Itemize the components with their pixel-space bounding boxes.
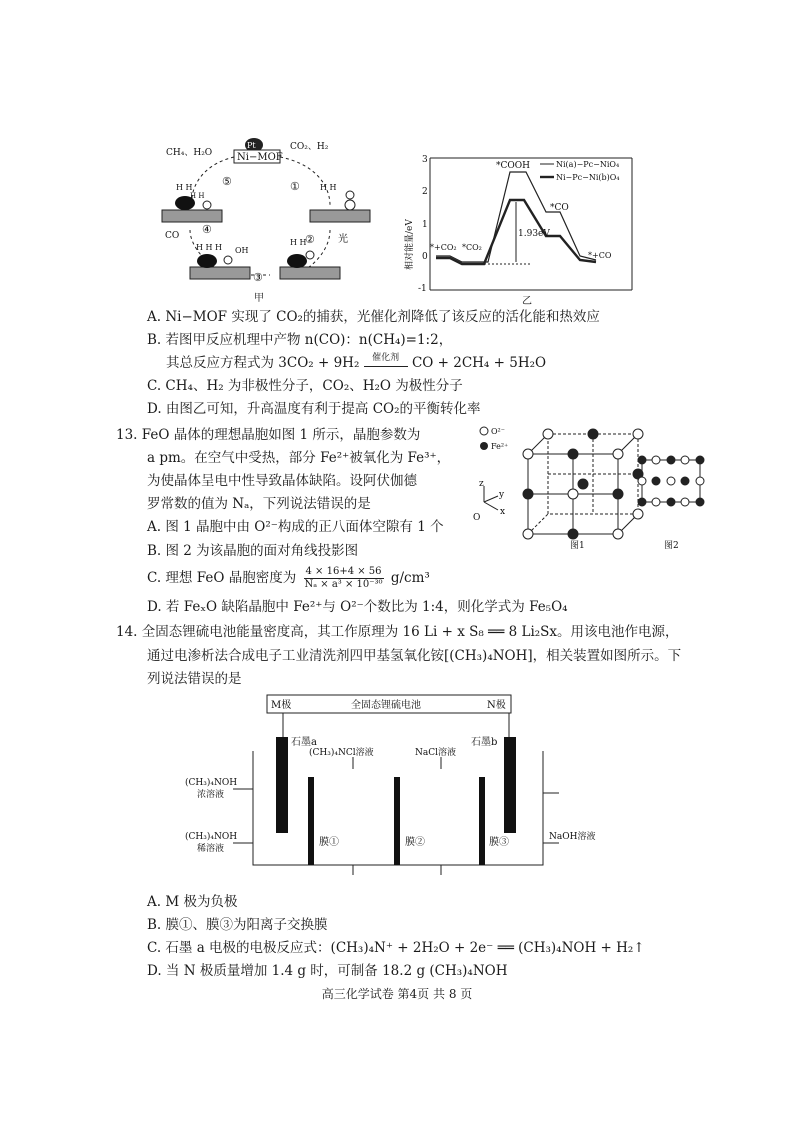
svg-text:膜①: 膜①	[319, 837, 339, 848]
pt-label: Pt	[247, 141, 256, 150]
svg-text:NaCl溶液: NaCl溶液	[415, 748, 457, 758]
q14-option-a: A. M 极为负极	[147, 894, 238, 910]
membrane-2	[394, 777, 400, 865]
svg-text:H H: H H	[190, 192, 205, 200]
density-numerator: 4 × 16+4 × 56	[305, 566, 382, 577]
yi-ylabel: 相对能量/eV	[405, 219, 415, 270]
fig-yi-caption: 乙	[522, 296, 532, 307]
svg-text:N极: N极	[487, 700, 506, 711]
platform-left-bottom	[190, 267, 250, 279]
q13-option-b: B. 图 2 为该晶胞的面对角线投影图	[147, 543, 359, 559]
q13-option-c: C. 理想 FeO 晶胞密度为 $\frac{4 \times 16+4 \times 56}{\text{Nₐ × a³ × 10⁻³⁰}}$ g/cm³	[147, 566, 430, 590]
svg-text:石墨b: 石墨b	[471, 737, 498, 748]
svg-text:1.93eV: 1.93eV	[518, 229, 550, 239]
svg-text:2: 2	[422, 187, 428, 197]
svg-text:y: y	[499, 490, 505, 500]
q12-option-b2: 其总反应方程式为 3CO₂ + 9H₂ 催化剂 CO + 2CH₄ + 5H₂O	[166, 354, 546, 372]
electrodialysis-device	[183, 693, 596, 883]
svg-text:H H: H H	[320, 183, 337, 192]
q14-stem-1: 14. 全固态锂硫电池能量密度高，其工作原理为 16 Li + x S₈ ══ 8 Li₂Sx。用该电池作电源，	[116, 624, 679, 640]
q12-option-b1: B. 若图甲反应机理中产物 n(CO)：n(CH₄)=1:2，	[147, 332, 453, 348]
q14-option-c: C. 石墨 a 电极的电极反应式：(CH₃)₄N⁺ + 2H₂O + 2e⁻ ══ (CH₃)₄NOH + H₂↑	[147, 940, 645, 956]
step-1: ①	[290, 180, 300, 193]
q12-option-c: C. CH₄、H₂ 为非极性分子，CO₂、H₂O 为极性分子	[147, 378, 463, 394]
platform-right-bottom	[280, 267, 340, 279]
svg-text:Fe²⁺: Fe²⁺	[491, 442, 509, 451]
svg-text:*+CO: *+CO	[588, 251, 612, 260]
svg-text:NaOH溶液: NaOH溶液	[549, 832, 596, 842]
platform-left-top	[162, 210, 222, 222]
q13-option-d: D. 若 FeₓO 缺陷晶胞中 Fe²⁺与 O²⁻个数比为 1:4，则化学式为 Fe₅O₄	[147, 599, 568, 615]
svg-text:Ni−Pc−Ni(b)O₄: Ni−Pc−Ni(b)O₄	[556, 173, 620, 182]
figure-jia	[150, 135, 410, 305]
step-3: ③	[253, 271, 263, 284]
svg-text:全固态锂硫电池: 全固态锂硫电池	[351, 700, 421, 711]
q13-stem-3: 为使晶体呈电中性导致晶体缺陷。设阿伏伽德	[147, 473, 417, 489]
q14-stem-2: 通过电渗析法合成电子工业清洗剂四甲基氢氧化铵[(CH₃)₄NOH]，相关装置如图所示。下	[147, 648, 682, 664]
co-label: CO	[165, 231, 180, 241]
membrane-3	[479, 777, 485, 865]
svg-text:-1: -1	[418, 284, 427, 294]
svg-text:M极: M极	[271, 700, 292, 711]
svg-text:*+CO₂: *+CO₂	[430, 243, 457, 252]
svg-text:(CH₃)₄NOH: (CH₃)₄NOH	[185, 778, 238, 788]
svg-text:图2: 图2	[664, 541, 679, 551]
svg-text:膜②: 膜②	[405, 837, 425, 848]
svg-text:膜③: 膜③	[489, 837, 509, 848]
svg-text:(CH₃)₄NCl溶液: (CH₃)₄NCl溶液	[309, 748, 374, 758]
svg-text:石墨a: 石墨a	[291, 737, 317, 748]
co2-h2-label: CO₂、H₂	[290, 142, 329, 152]
membrane-1	[308, 777, 314, 865]
density-denominator: Nₐ × a³ × 10⁻³⁰	[304, 579, 383, 590]
q13-stem-4: 罗常数的值为 Nₐ，下列说法错误的是	[147, 496, 371, 512]
svg-text:x: x	[500, 507, 506, 517]
q14-option-b: B. 膜①、膜③为阳离子交换膜	[147, 917, 328, 933]
svg-text:3: 3	[422, 155, 428, 165]
svg-text:O²⁻: O²⁻	[491, 427, 505, 436]
step-5: ⑤	[222, 175, 232, 188]
svg-text:*CO₂: *CO₂	[462, 243, 482, 252]
svg-text:0: 0	[422, 252, 428, 262]
figure-yi	[400, 150, 640, 308]
graphite-a	[276, 737, 288, 833]
catalyst-condition: 催化剂	[372, 353, 400, 363]
svg-text:H H H: H H H	[196, 243, 223, 252]
step-2: ②	[305, 233, 315, 246]
svg-text:O: O	[473, 513, 481, 523]
light-label: 光	[338, 234, 348, 245]
q13-stem-1: 13. FeO 晶体的理想晶胞如图 1 所示，晶胞参数为	[116, 427, 421, 443]
fig-jia-caption: 甲	[254, 293, 264, 304]
svg-text:稀溶液: 稀溶液	[197, 844, 225, 854]
svg-text:图1: 图1	[570, 541, 585, 551]
svg-text:*COOH: *COOH	[496, 161, 530, 171]
q13-option-a: A. 图 1 晶胞中由 O²⁻构成的正八面体空隙有 1 个	[147, 519, 444, 535]
page-footer: 高三化学试卷 第4页 共 8 页	[321, 987, 473, 1001]
svg-text:H H: H H	[176, 183, 193, 192]
svg-text:浓溶液: 浓溶液	[197, 790, 225, 800]
svg-text:H H: H H	[290, 238, 307, 247]
svg-text:(CH₃)₄NOH: (CH₃)₄NOH	[185, 832, 238, 842]
graphite-b	[504, 737, 516, 833]
svg-text:OH: OH	[235, 246, 249, 255]
ni-mof-label: Ni−MOF	[237, 152, 283, 163]
q12-option-d: D. 由图乙可知，升高温度有利于提高 CO₂的平衡转化率	[147, 401, 481, 417]
svg-text:*CO: *CO	[550, 203, 569, 213]
svg-text:1: 1	[422, 220, 428, 230]
ch4-h2o-label: CH₄、H₂O	[166, 148, 213, 158]
q12-option-a: A. Ni−MOF 实现了 CO₂的捕获，光催化剂降低了该反应的活化能和热效应	[147, 309, 600, 325]
q13-figures	[470, 422, 720, 552]
svg-text:Ni(a)−Pc−NiO₄: Ni(a)−Pc−NiO₄	[556, 160, 620, 169]
platform-right-top	[310, 210, 370, 222]
q14-stem-3: 列说法错误的是	[147, 671, 242, 687]
q14-option-d: D. 当 N 极质量增加 1.4 g 时，可制备 18.2 g (CH₃)₄NOH	[147, 963, 508, 979]
svg-text:z: z	[479, 479, 484, 489]
q13-stem-2: a pm。在空气中受热，部分 Fe²⁺被氧化为 Fe³⁺，	[147, 450, 451, 466]
step-4: ④	[202, 223, 212, 236]
